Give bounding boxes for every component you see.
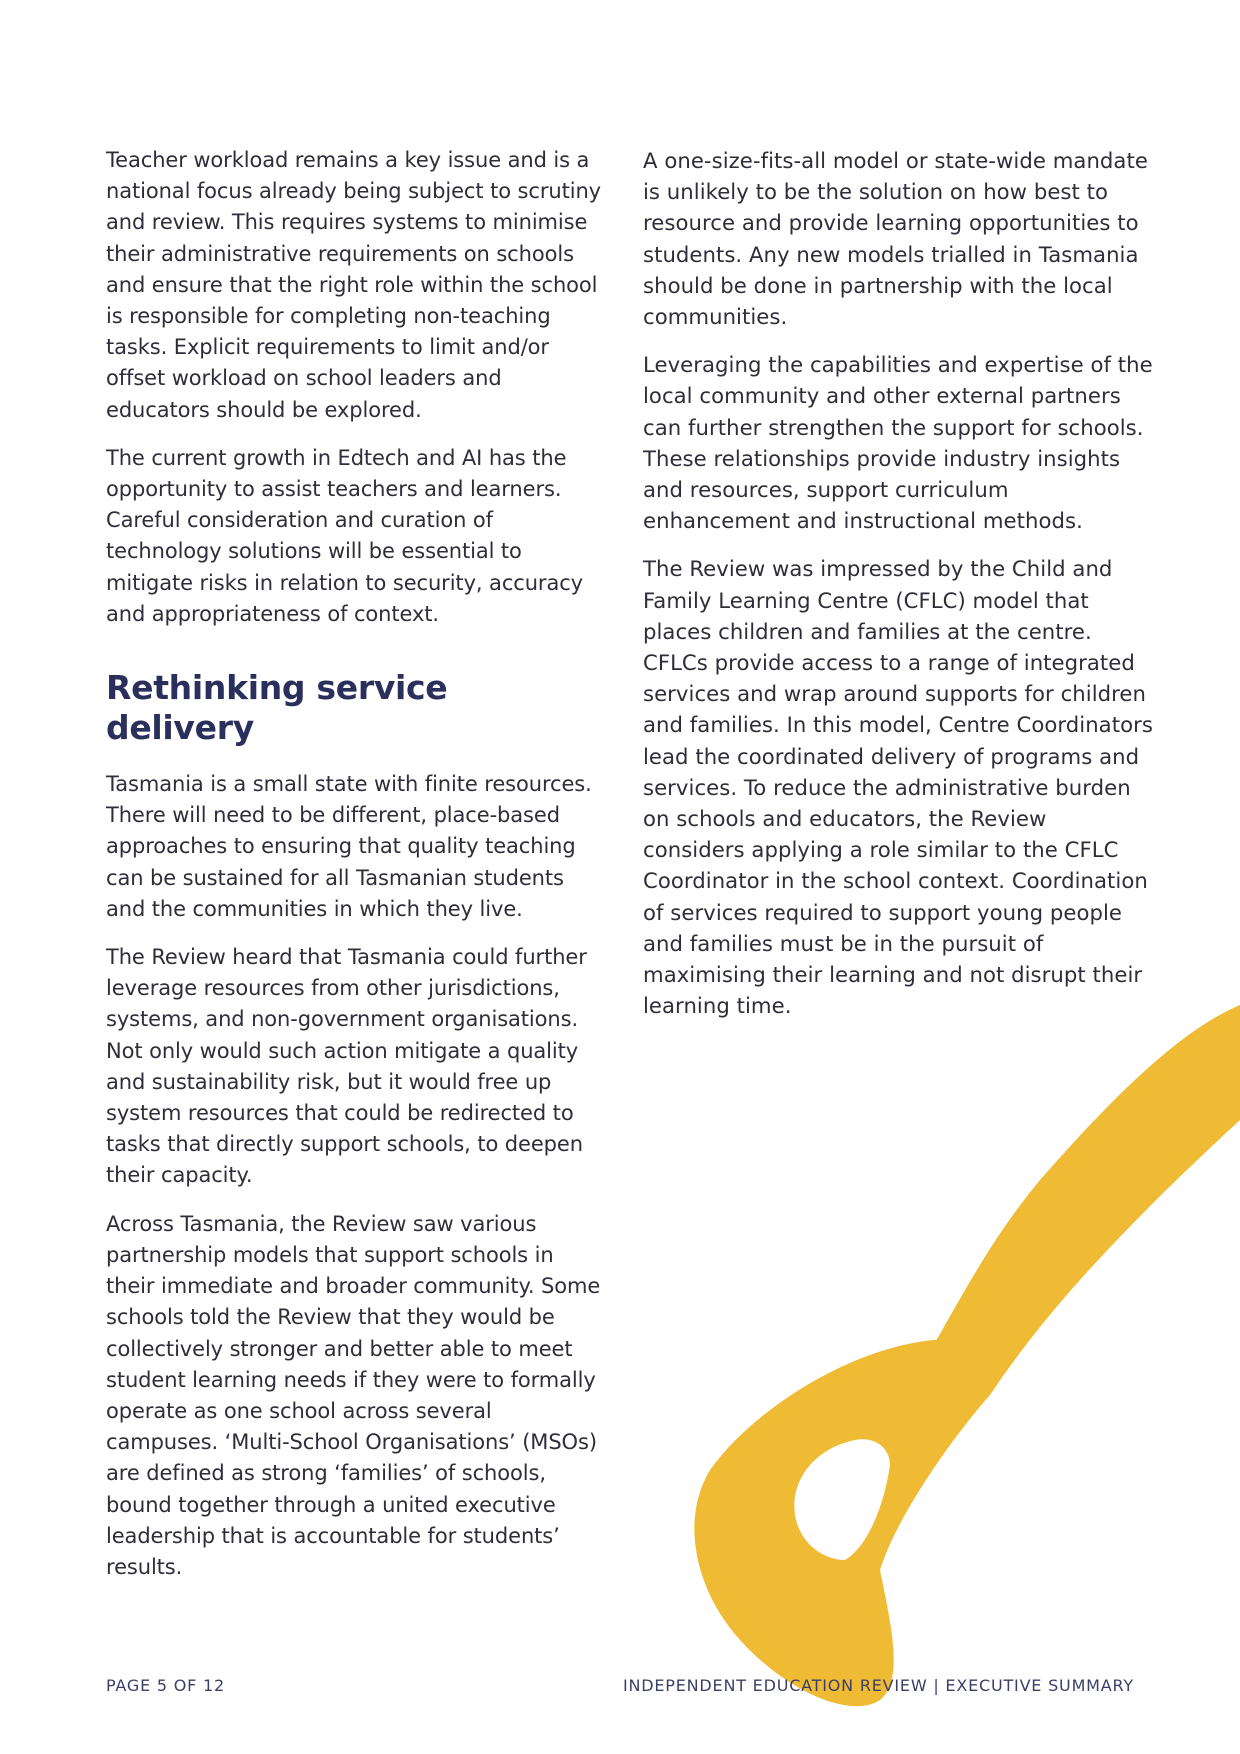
paragraph-community-capabilities: Leveraging the capabilities and expertise of the local community and other external partners can further strengthen the support for schools. These relationships provide industry insights and resources, support curriculum enhancement and instructional methods. bbox=[643, 352, 1153, 534]
section-heading: Rethinking service delivery bbox=[106, 668, 448, 748]
paragraph-cflc-model: The Review was impressed by the Child and Family Learning Centre (CFLC) model that places children and families at the centre. CFLCs provide access to a range of integrated services and wrap around supports for children and families. In this model, Centre Coordinators lead the coordinated delivery of programs and services. To reduce the administrative burden on schools and educators, the Review considers applying a role similar to the CFLC Coordinator in the school context. Coordination of services required to support young people and families must be in the pursuit of maximising their learning and not disrupt their learning time. bbox=[643, 556, 1153, 1019]
paragraph-one-size-fits-all: A one-size-fits-all model or state-wide mandate is unlikely to be the solution on how best to resource and provide learning opportunities to students. Any new models trialled in Tasmania should be done in partnership with the local communities. bbox=[643, 148, 1148, 330]
ribbon-loop bbox=[694, 1339, 990, 1706]
document-title-footer: INDEPENDENT EDUCATION REVIEW | EXECUTIVE SUMMARY bbox=[622, 1676, 1134, 1695]
paragraph-partnership-models: Across Tasmania, the Review saw various partnership models that support schools in their immediate and broader community. Some schools told the Review that they would be collectively stronger and better able to meet student learning needs if they were to formally operate as one school across several campuses. ‘Multi-School Organisations’ (MSOs) are defined as strong ‘families’ of schools, bound together through a united executive leadership that is accountable for students’ results. bbox=[106, 1211, 601, 1579]
page-number: PAGE 5 OF 12 bbox=[106, 1676, 225, 1695]
paragraph-leverage-resources: The Review heard that Tasmania could further leverage resources from other jurisdictions, systems, and non-government organisations. Not only would such action mitigate a quality and sustainability risk, but it would free up system resources that could be redirected to tasks that directly support schools, to deepen their capacity. bbox=[106, 945, 587, 1188]
left-column bbox=[106, 145, 606, 1600]
paragraph-teacher-workload: Teacher workload remains a key issue and is a national focus already being subject to scrutiny and review. This requires systems to minimise their administrative requirements on schools and ensure that the right role within the school is responsible for completing non-teaching tasks. Explicit requirements to limit and/or offset workload on school leaders and educators should be explored. bbox=[106, 148, 601, 422]
paragraph-small-state: Tasmania is a small state with finite resources. There will need to be different, place-based approaches to ensuring that quality teaching can be sustained for all Tasmanian students and the communities in which they live. bbox=[106, 772, 592, 921]
right-column bbox=[643, 145, 1153, 1038]
ribbon-upper-band bbox=[925, 1005, 1240, 1395]
paragraph-edtech-ai: The current growth in Edtech and AI has the opportunity to assist teachers and learners. Careful consideration and curation of technology solutions will be essential to mitigate risks in relation to security, accuracy and appropriateness of context. bbox=[106, 445, 583, 626]
